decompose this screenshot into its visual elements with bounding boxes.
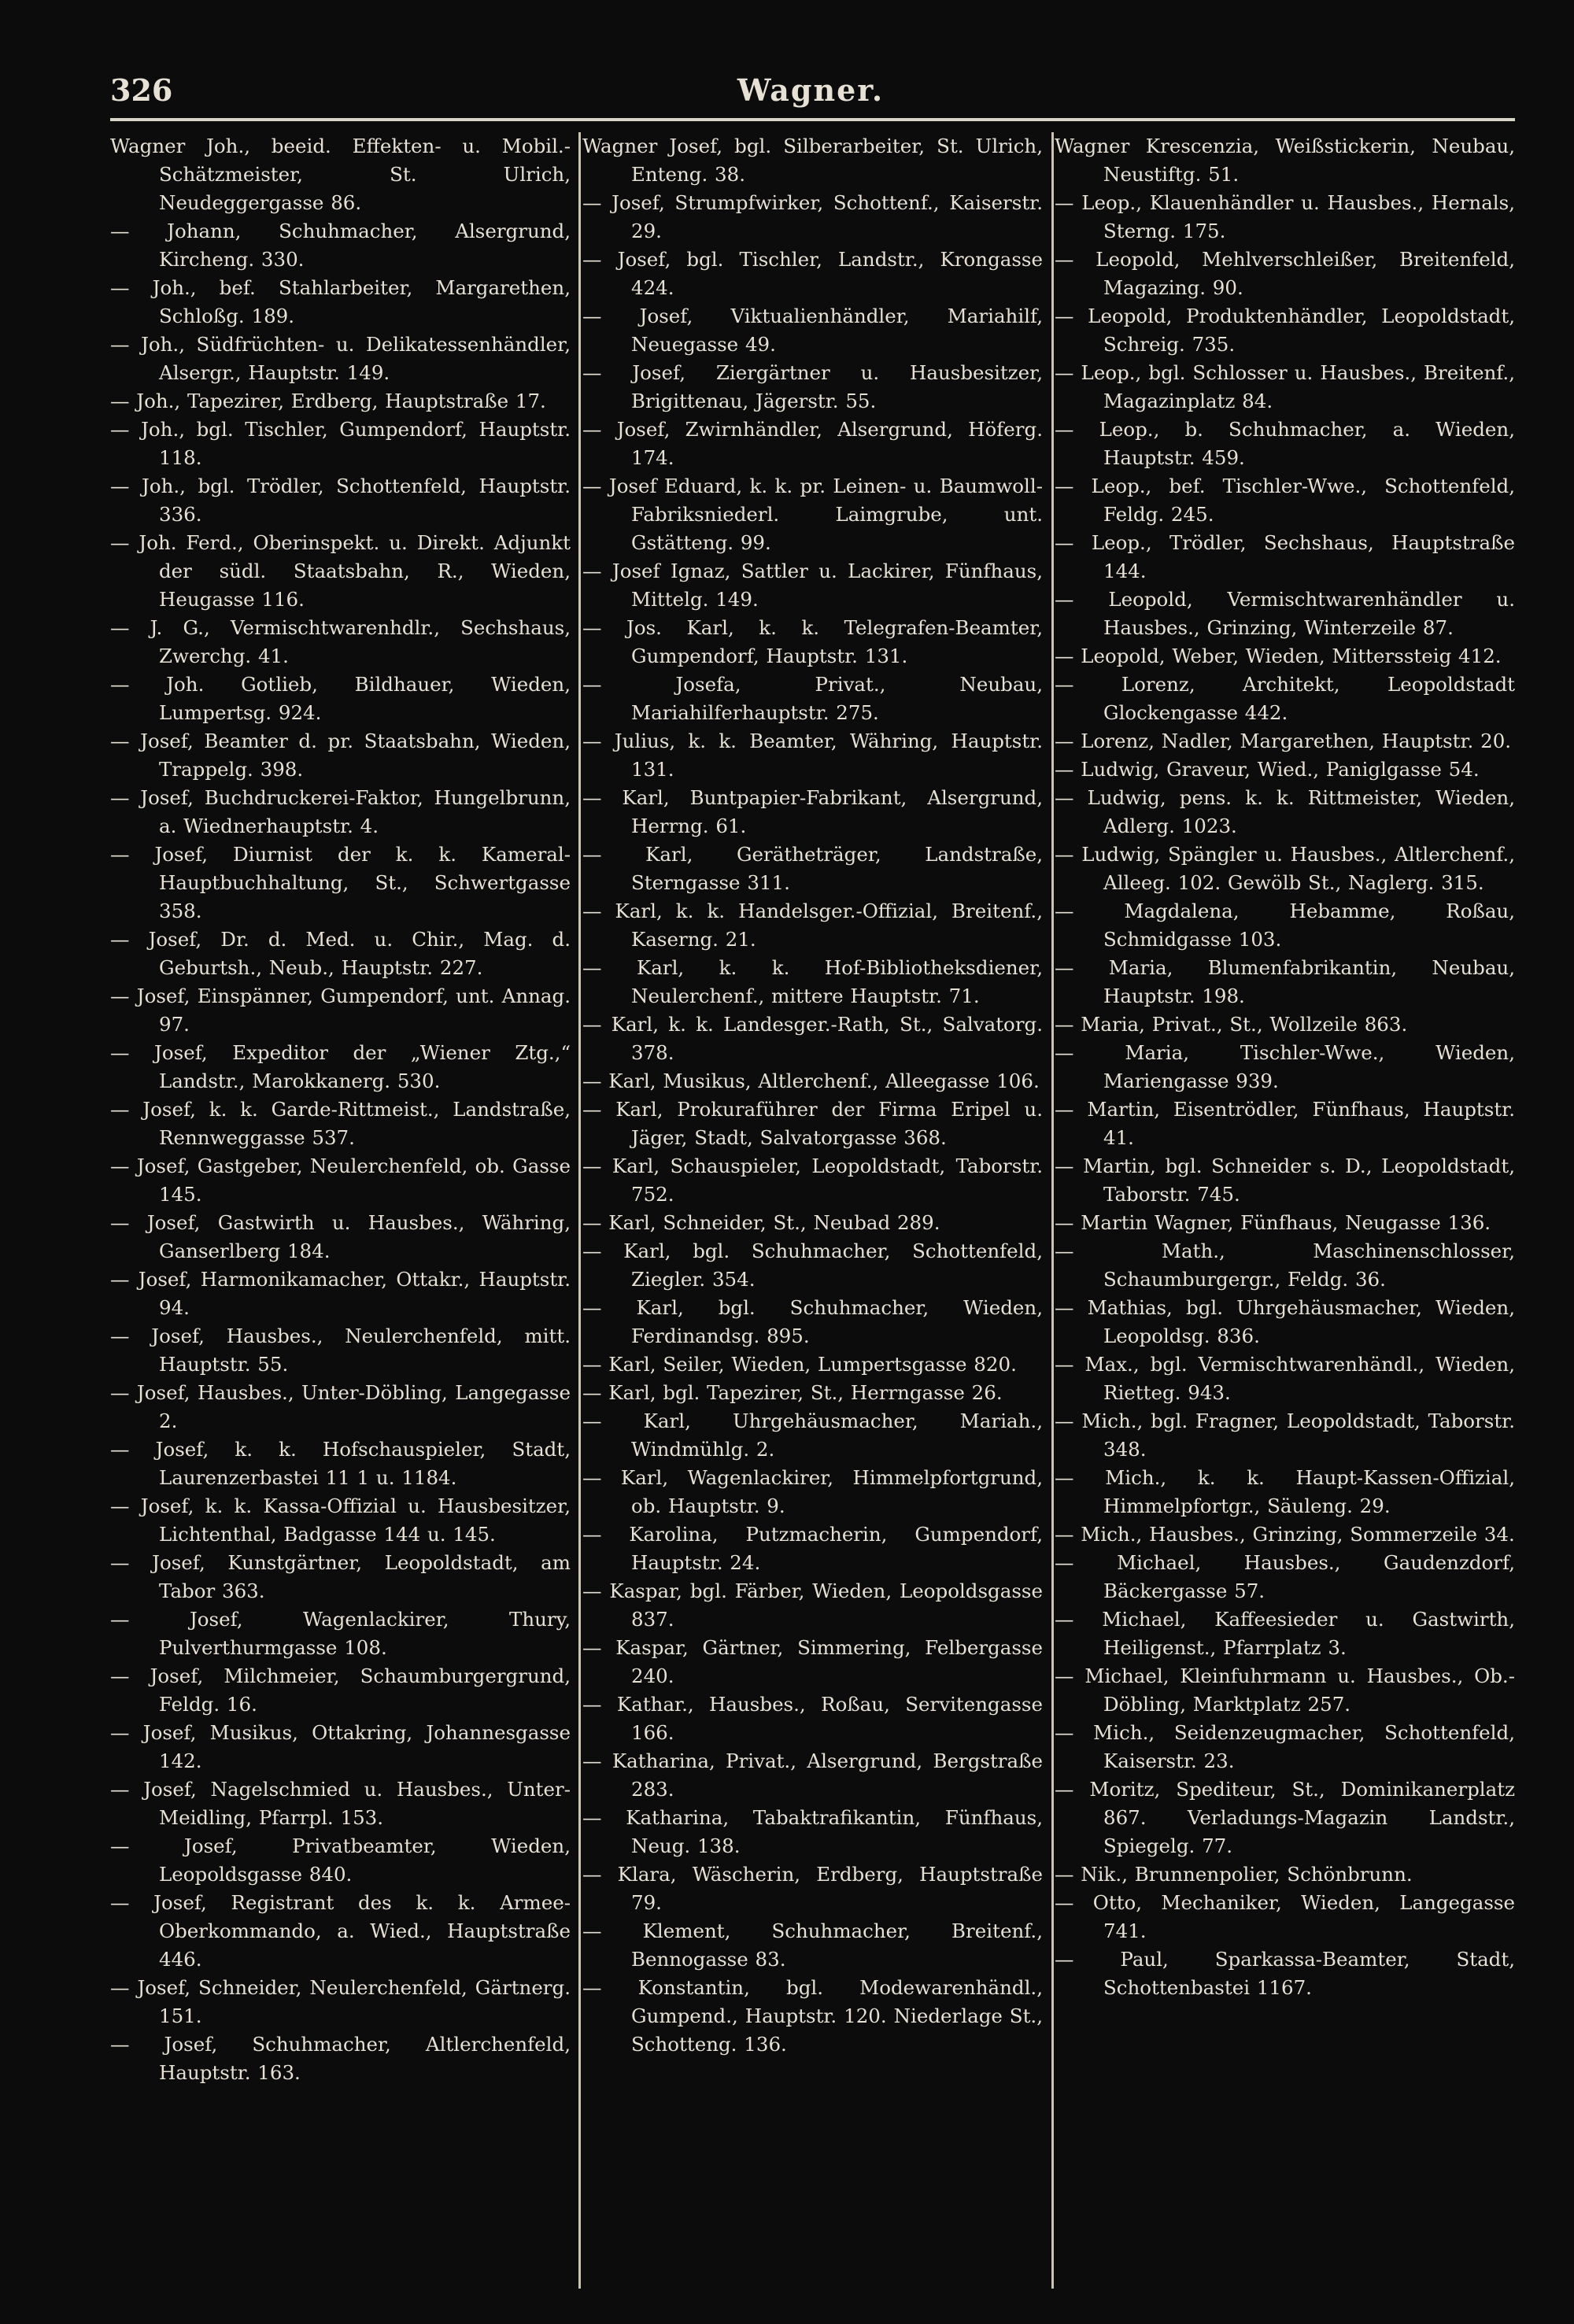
directory-entry: — Josef, Schuhmacher, Altlerchenfeld, Hauptstr. 163.: [110, 2033, 571, 2084]
directory-entry: Wagner Krescenzia, Weißstickerin, Neubau, Neustiftg. 51.: [1055, 135, 1515, 186]
directory-entry: — Karl, k. k. Handelsger.-Offizial, Breitenf., Kaserng. 21.: [582, 900, 1043, 951]
directory-entry: — Michael, Kaffeesieder u. Gastwirth, Heiligenst., Pfarrplatz 3.: [1055, 1608, 1515, 1659]
directory-entry: — Martin Wagner, Fünfhaus, Neugasse 136.: [1055, 1211, 1491, 1234]
directory-entry: — Jos. Karl, k. k. Telegrafen-Beamter, Gumpendorf, Hauptstr. 131.: [582, 616, 1043, 667]
directory-entry: — Joh., Tapezirer, Erdberg, Hauptstraße 17.: [110, 390, 546, 412]
directory-entry: — Josef Ignaz, Sattler u. Lackirer, Fünfhaus, Mittelg. 149.: [582, 560, 1043, 611]
directory-entry: — Karl, Seiler, Wieden, Lumpertsgasse 820.: [582, 1353, 1017, 1376]
directory-entry: — Karl, Wagenlackirer, Himmelpfortgrund, ob. Hauptstr. 9.: [582, 1466, 1043, 1517]
directory-entry: — Josef, Ziergärtner u. Hausbesitzer, Brigittenau, Jägerstr. 55.: [582, 361, 1043, 412]
directory-entry: — Karl, Schauspieler, Leopoldstadt, Taborstr. 752.: [582, 1155, 1043, 1206]
directory-entry: — Kathar., Hausbes., Roßau, Servitengasse 166.: [582, 1693, 1043, 1744]
directory-entry: — Josef, Einspänner, Gumpendorf, unt. Annag. 97.: [110, 985, 571, 1036]
directory-entry: — Josef, k. k. Kassa-Offizial u. Hausbesitzer, Lichtenthal, Badgasse 144 u. 145.: [110, 1495, 571, 1546]
directory-entry: — Josefa, Privat., Neubau, Mariahilferhauptstr. 275.: [582, 673, 1043, 724]
directory-entry: — Maria, Privat., St., Wollzeile 863.: [1055, 1013, 1408, 1036]
directory-entry: — Julius, k. k. Beamter, Währing, Hauptstr. 131.: [582, 730, 1043, 781]
directory-entry: — Michael, Hausbes., Gaudenzdorf, Bäckergasse 57.: [1055, 1551, 1515, 1602]
directory-entry: Wagner Josef, bgl. Silberarbeiter, St. Ulrich, Enteng. 38.: [582, 135, 1043, 186]
directory-entry: — Josef, k. k. Hofschauspieler, Stadt, Laurenzerbastei 11 1 u. 1184.: [110, 1438, 571, 1489]
directory-entry: — Joh., bef. Stahlarbeiter, Margarethen, Schloßg. 189.: [110, 276, 571, 327]
directory-entry: — Joh. Ferd., Oberinspekt. u. Direkt. Adjunkt der südl. Staatsbahn, R., Wieden, Heugasse 116.: [110, 531, 571, 611]
column-3: [1055, 132, 1515, 2289]
directory-entry: — Paul, Sparkassa-Beamter, Stadt, Schottenbastei 1167.: [1055, 1948, 1515, 1999]
directory-entry: — Leop., Trödler, Sechshaus, Hauptstraße 144.: [1055, 531, 1515, 582]
directory-entry: — Josef, Viktualienhändler, Mariahilf, Neuegasse 49.: [582, 305, 1043, 356]
directory-entry: — Josef, Privatbeamter, Wieden, Leopoldsgasse 840.: [110, 1834, 571, 1886]
directory-entry: — Michael, Kleinfuhrmann u. Hausbes., Ob.-Döbling, Marktplatz 257.: [1055, 1664, 1515, 1716]
directory-entry: — Katharina, Privat., Alsergrund, Bergstraße 283.: [582, 1749, 1043, 1801]
directory-entry: — Karl, Schneider, St., Neubad 289.: [582, 1211, 940, 1234]
directory-entry: — Josef, bgl. Tischler, Landstr., Krongasse 424.: [582, 248, 1043, 299]
directory-entry: — Leop., Klauenhändler u. Hausbes., Hernals, Sterng. 175.: [1055, 191, 1515, 242]
directory-entry: — Leop., bgl. Schlosser u. Hausbes., Breitenf., Magazinplatz 84.: [1055, 361, 1515, 412]
directory-entry: — Karl, Gerätheträger, Landstraße, Sterngasse 311.: [582, 843, 1043, 894]
column-2: [582, 132, 1043, 2289]
directory-entry: — Josef, Strumpfwirker, Schottenf., Kaiserstr. 29.: [582, 191, 1043, 242]
directory-entry: — Josef, Gastgeber, Neulerchenfeld, ob. Gasse 145.: [110, 1155, 571, 1206]
directory-entry: — Josef, Kunstgärtner, Leopoldstadt, am Tabor 363.: [110, 1551, 571, 1602]
directory-entry: — Karl, Uhrgehäusmacher, Mariah., Windmühlg. 2.: [582, 1410, 1043, 1461]
directory-entry: — Josef, Nagelschmied u. Hausbes., Unter-Meidling, Pfarrpl. 153.: [110, 1778, 571, 1829]
directory-entry: — Karl, Musikus, Altlerchenf., Alleegasse 106.: [582, 1070, 1040, 1092]
directory-entry: — Mich., Hausbes., Grinzing, Sommerzeile 34.: [1055, 1523, 1515, 1546]
directory-entry: — Mich., k. k. Haupt-Kassen-Offizial, Himmelpfortgr., Säuleng. 29.: [1055, 1466, 1515, 1517]
directory-entry: — Lorenz, Architekt, Leopoldstadt Glockengasse 442.: [1055, 673, 1515, 724]
directory-entry: — Martin, bgl. Schneider s. D., Leopoldstadt, Taborstr. 745.: [1055, 1155, 1515, 1206]
directory-entry: — Maria, Blumenfabrikantin, Neubau, Hauptstr. 198.: [1055, 956, 1515, 1007]
directory-entry: — Leop., b. Schuhmacher, a. Wieden, Hauptstr. 459.: [1055, 418, 1515, 469]
directory-entry: — Joh., bgl. Tischler, Gumpendorf, Hauptstr. 118.: [110, 418, 571, 469]
directory-entry: — Josef, Musikus, Ottakring, Johannesgasse 142.: [110, 1721, 571, 1772]
page-number: 326: [110, 72, 173, 108]
directory-entry: — Ludwig, Spängler u. Hausbes., Altlerchenf., Alleeg. 102. Gewölb St., Naglerg. 315.: [1055, 843, 1515, 894]
directory-entry: — Josef Eduard, k. k. pr. Leinen- u. Baumwoll-Fabriksniederl. Laimgrube, unt. Gstätteng. 99.: [582, 475, 1043, 554]
directory-entry: — Konstantin, bgl. Modewarenhändl., Gumpend., Hauptstr. 120. Niederlage St., Schotteng. 136.: [582, 1976, 1043, 2056]
directory-entry: — Josef, k. k. Garde-Rittmeist., Landstraße, Rennweggasse 537.: [110, 1098, 571, 1149]
directory-entry: Wagner Joh., beeid. Effekten- u. Mobil.-Schätzmeister, St. Ulrich, Neudeggergasse 86.: [110, 135, 571, 214]
directory-entry: — Karl, bgl. Tapezirer, St., Herrngasse 26.: [582, 1381, 1003, 1404]
directory-entry: — Leopold, Weber, Wieden, Mitterssteig 412.: [1055, 645, 1502, 667]
directory-entry: — Ludwig, Graveur, Wied., Paniglgasse 54.: [1055, 758, 1480, 781]
directory-entry: — Josef, Registrant des k. k. Armee-Oberkommando, a. Wied., Hauptstraße 446.: [110, 1891, 571, 1971]
directory-entry: — Mich., Seidenzeugmacher, Schottenfeld, Kaiserstr. 23.: [1055, 1721, 1515, 1772]
directory-entry: — Josef, Diurnist der k. k. Kameral-Hauptbuchhaltung, St., Schwertgasse 358.: [110, 843, 571, 922]
directory-entry: — Josef, Beamter d. pr. Staatsbahn, Wieden, Trappelg. 398.: [110, 730, 571, 781]
directory-entry: — Mich., bgl. Fragner, Leopoldstadt, Taborstr. 348.: [1055, 1410, 1515, 1461]
directory-entry: — Leopold, Mehlverschleißer, Breitenfeld, Magazing. 90.: [1055, 248, 1515, 299]
directory-entry: — Josef, Zwirnhändler, Alsergrund, Höferg. 174.: [582, 418, 1043, 469]
directory-entry: — Karl, bgl. Schuhmacher, Wieden, Ferdinandsg. 895.: [582, 1296, 1043, 1347]
directory-entry: — Johann, Schuhmacher, Alsergrund, Kircheng. 330.: [110, 220, 571, 271]
directory-entry: — Martin, Eisentrödler, Fünfhaus, Hauptstr. 41.: [1055, 1098, 1515, 1149]
directory-entry: — Kaspar, bgl. Färber, Wieden, Leopoldsgasse 837.: [582, 1580, 1043, 1631]
directory-entry: — Lorenz, Nadler, Margarethen, Hauptstr. 20.: [1055, 730, 1512, 752]
column-1: [110, 132, 571, 2289]
directory-entry: — J. G., Vermischtwarenhdlr., Sechshaus, Zwerchg. 41.: [110, 616, 571, 667]
directory-entry: — Moritz, Spediteur, St., Dominikanerplatz 867. Verladungs-Magazin Landstr., Spiegelg. 77.: [1055, 1778, 1515, 1857]
directory-entry: — Josef, Buchdruckerei-Faktor, Hungelbrunn, a. Wiednerhauptstr. 4.: [110, 786, 571, 837]
directory-entry: — Katharina, Tabaktrafikantin, Fünfhaus, Neug. 138.: [582, 1806, 1043, 1857]
directory-entry: — Leop., bef. Tischler-Wwe., Schottenfeld, Feldg. 245.: [1055, 475, 1515, 526]
directory-entry: — Josef, Hausbes., Unter-Döbling, Langegasse 2.: [110, 1381, 571, 1432]
directory-entry: — Karolina, Putzmacherin, Gumpendorf, Hauptstr. 24.: [582, 1523, 1043, 1574]
directory-entry: — Josef, Harmonikamacher, Ottakr., Hauptstr. 94.: [110, 1268, 571, 1319]
directory-entry: — Josef, Milchmeier, Schaumburgergrund, Feldg. 16.: [110, 1664, 571, 1716]
directory-entry: — Josef, Gastwirth u. Hausbes., Währing, Ganserlberg 184.: [110, 1211, 571, 1262]
directory-entry: — Mathias, bgl. Uhrgehäusmacher, Wieden, Leopoldsg. 836.: [1055, 1296, 1515, 1347]
page-header: [110, 72, 1511, 110]
header-rule: [110, 118, 1515, 121]
directory-entry: — Joh., Südfrüchten- u. Delikatessenhändler, Alsergr., Hauptstr. 149.: [110, 333, 571, 384]
directory-entry: — Math., Maschinenschlosser, Schaumburgergr., Feldg. 36.: [1055, 1240, 1515, 1291]
directory-entry: — Klara, Wäscherin, Erdberg, Hauptstraße 79.: [582, 1863, 1043, 1914]
directory-entry: — Nik., Brunnenpolier, Schönbrunn.: [1055, 1863, 1413, 1886]
directory-entry: — Karl, bgl. Schuhmacher, Schottenfeld, Ziegler. 354.: [582, 1240, 1043, 1291]
directory-entry: — Karl, Prokuraführer der Firma Eripel u. Jäger, Stadt, Salvatorgasse 368.: [582, 1098, 1043, 1149]
directory-entry: — Leopold, Vermischtwarenhändler u. Hausbes., Grinzing, Winterzeile 87.: [1055, 588, 1515, 639]
directory-entry: — Kaspar, Gärtner, Simmering, Felbergasse 240.: [582, 1636, 1043, 1687]
directory-entry: — Otto, Mechaniker, Wieden, Langegasse 741.: [1055, 1891, 1515, 1942]
directory-entry: — Josef, Expeditor der „Wiener Ztg.,“ Landstr., Marokkanerg. 530.: [110, 1041, 571, 1092]
directory-entry: — Leopold, Produktenhändler, Leopoldstadt, Schreig. 735.: [1055, 305, 1515, 356]
directory-entry: — Josef, Schneider, Neulerchenfeld, Gärtnerg. 151.: [110, 1976, 571, 2027]
directory-entry: — Josef, Hausbes., Neulerchenfeld, mitt. Hauptstr. 55.: [110, 1325, 571, 1376]
directory-entry: — Maria, Tischler-Wwe., Wieden, Mariengasse 939.: [1055, 1041, 1515, 1092]
directory-entry: — Max., bgl. Vermischtwarenhändl., Wieden, Rietteg. 943.: [1055, 1353, 1515, 1404]
directory-entry: — Josef, Wagenlackirer, Thury, Pulverthurmgasse 108.: [110, 1608, 571, 1659]
directory-entry: — Joh. Gotlieb, Bildhauer, Wieden, Lumpertsg. 924.: [110, 673, 571, 724]
directory-entry: — Klement, Schuhmacher, Breitenf., Bennogasse 83.: [582, 1919, 1043, 1971]
directory-columns: [110, 132, 1515, 2289]
page-title: Wagner.: [737, 72, 885, 108]
directory-entry: — Karl, Buntpapier-Fabrikant, Alsergrund, Herrng. 61.: [582, 786, 1043, 837]
directory-entry: — Josef, Dr. d. Med. u. Chir., Mag. d. Geburtsh., Neub., Hauptstr. 227.: [110, 928, 571, 979]
directory-entry: — Joh., bgl. Trödler, Schottenfeld, Hauptstr. 336.: [110, 475, 571, 526]
directory-entry: — Magdalena, Hebamme, Roßau, Schmidgasse 103.: [1055, 900, 1515, 951]
directory-entry: — Karl, k. k. Landesger.-Rath, St., Salvatorg. 378.: [582, 1013, 1043, 1064]
directory-entry: — Ludwig, pens. k. k. Rittmeister, Wieden, Adlerg. 1023.: [1055, 786, 1515, 837]
directory-entry: — Karl, k. k. Hof-Bibliotheksdiener, Neulerchenf., mittere Hauptstr. 71.: [582, 956, 1043, 1007]
